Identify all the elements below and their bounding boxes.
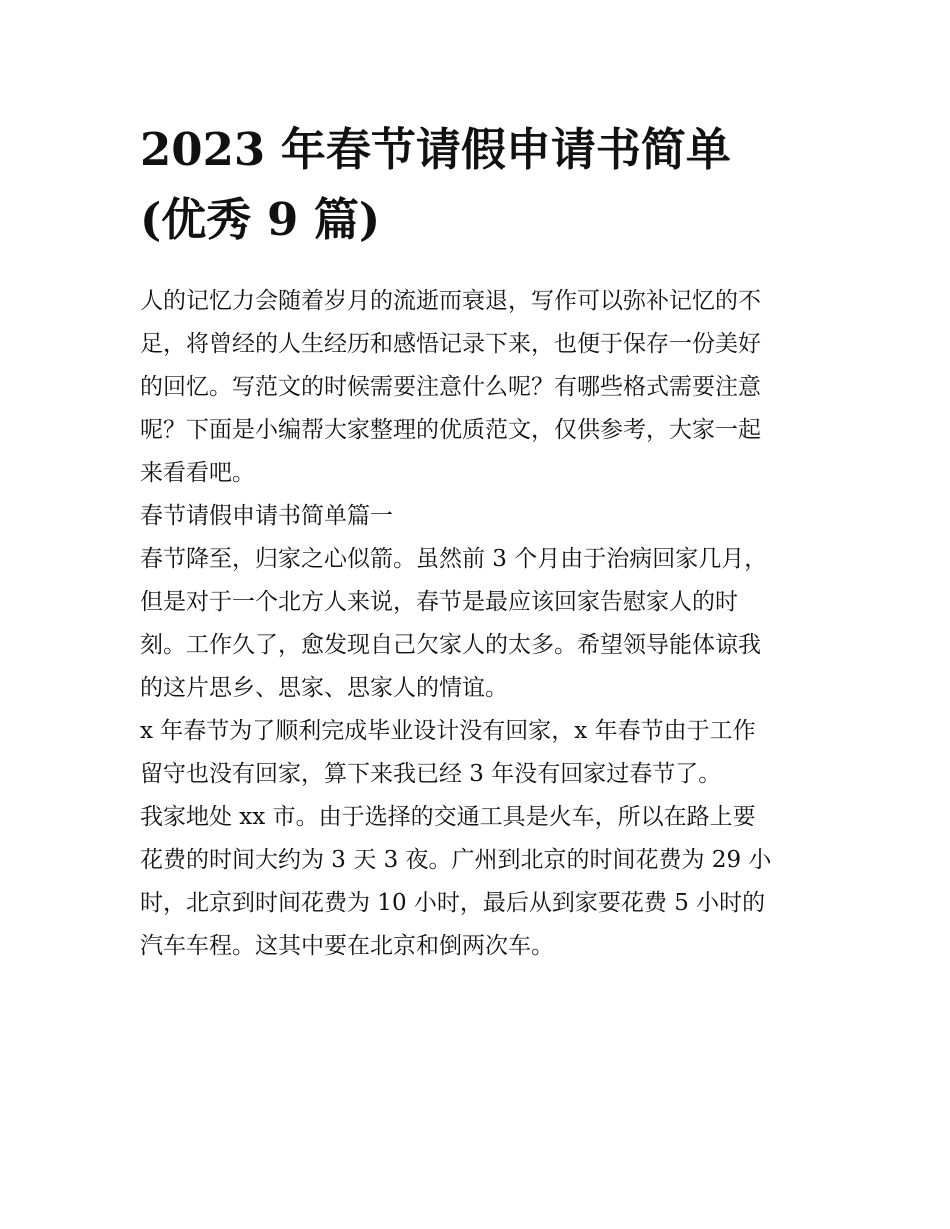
paragraph-line: 汽车车程。这其中要在北京和倒两次车。 <box>140 933 554 959</box>
document-body <box>140 280 815 968</box>
intro-line: 人的记忆力会随着岁月的流逝而衰退，写作可以弥补记忆的不 <box>140 288 761 314</box>
paragraph-line: 刻。工作久了，愈发现自己欠家人的太多。希望领导能体谅我 <box>140 632 761 658</box>
paragraph-1 <box>140 538 815 710</box>
paragraph-line: 春节降至，归家之心似箭。虽然前 3 个月由于治病回家几月， <box>140 546 768 572</box>
paragraph-line: 花费的时间大约为 3 天 3 夜。广州到北京的时间花费为 29 小 <box>140 847 772 873</box>
paragraph-line: 我家地处 xx 市。由于选择的交通工具是火车，所以在路上要 <box>140 804 756 830</box>
paragraph-line: x 年春节为了顺利完成毕业设计没有回家，x 年春节由于工作 <box>140 718 756 744</box>
paragraph-3 <box>140 796 815 968</box>
paragraph-line: 的这片思乡、思家、思家人的情谊。 <box>140 675 508 701</box>
document-title <box>140 115 815 255</box>
paragraph-line: 但是对于一个北方人来说，春节是最应该回家告慰家人的时 <box>140 589 738 615</box>
intro-line: 呢？下面是小编帮大家整理的优质范文，仅供参考，大家一起 <box>140 417 761 443</box>
section-heading: 春节请假申请书简单篇一 <box>140 503 393 529</box>
intro-line: 足，将曾经的人生经历和感悟记录下来，也便于保存一份美好 <box>140 331 761 357</box>
title-line-1: 2023 年春节请假申请书简单 <box>140 123 731 176</box>
intro-paragraph <box>140 280 815 495</box>
paragraph-line: 留守也没有回家，算下来我已经 3 年没有回家过春节了。 <box>140 761 722 787</box>
paragraph-line: 时，北京到时间花费为 10 小时，最后从到家要花费 5 小时的 <box>140 890 766 916</box>
title-line-2: (优秀 9 篇) <box>140 193 381 246</box>
paragraph-2 <box>140 710 815 796</box>
intro-line: 来看看吧。 <box>140 460 255 486</box>
intro-line: 的回忆。写范文的时候需要注意什么呢？有哪些格式需要注意 <box>140 374 761 400</box>
